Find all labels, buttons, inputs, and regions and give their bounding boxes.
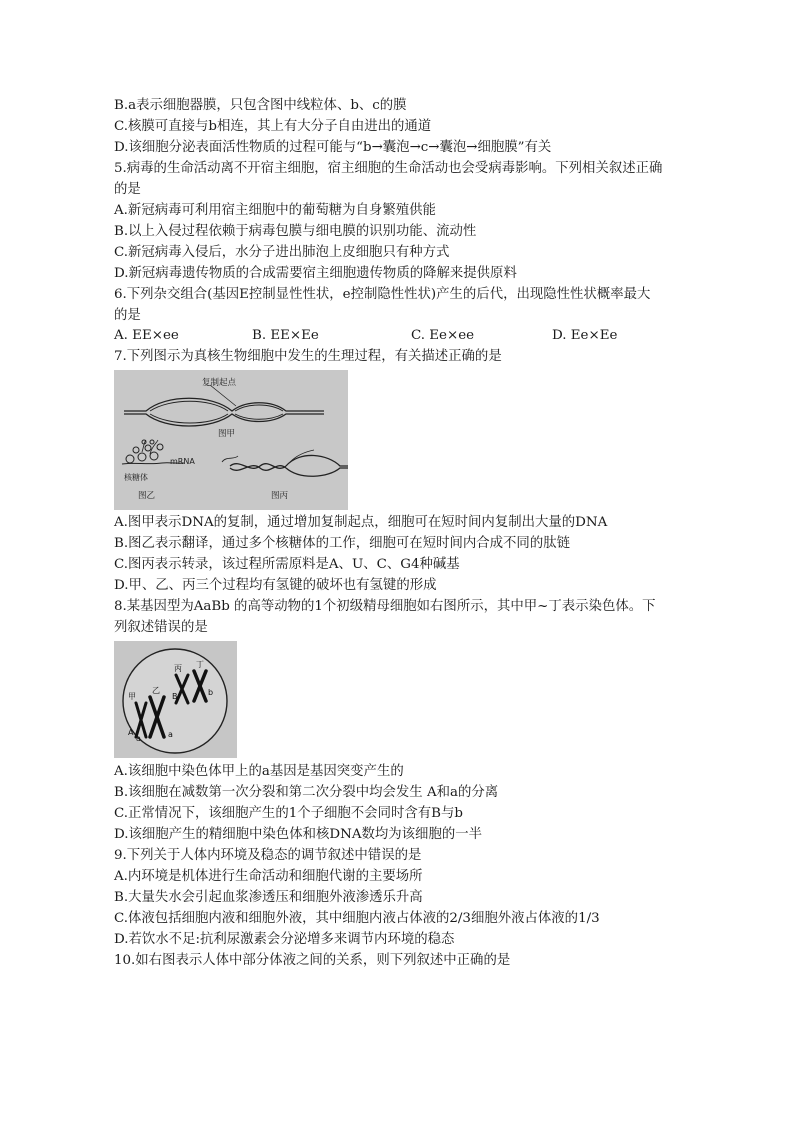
gene-b-lower: b [208, 688, 214, 697]
gene-a-lower-2: a [168, 730, 173, 739]
q4-option-b: B.a表示细胞器膜，只包含图中线粒体、b、c的膜 [114, 98, 407, 113]
label-origin: 复制起点 [202, 378, 237, 388]
q10-stem: 10.如右图表示人体中部分体液之间的关系，则下列叙述中正确的是 [114, 953, 511, 968]
q4-option-c: C.核膜可直接与b相连，其上有大分子自由进出的通道 [114, 119, 432, 134]
figure-8 [114, 641, 237, 758]
q6-option-b: B. EE×Ee [252, 328, 319, 343]
label-fig-bing: 图丙 [271, 491, 289, 501]
label-ribosome: 核糖体 [124, 473, 148, 482]
q9-option-b: B.大量失水会引起血浆渗透压和细胞外液渗透乐升高 [114, 890, 423, 905]
q8-option-c: C.正常情况下，该细胞产生的1个子细胞不会同时含有B与b [114, 806, 463, 821]
gene-b-upper: B [172, 692, 178, 701]
gene-a-lower-1: a [136, 734, 141, 743]
label-chrom-bing: 丙 [174, 664, 182, 673]
q7-option-c: C.图丙表示转录，该过程所需原料是A、U、C、G4种碱基 [114, 557, 460, 572]
q5-stem-cont: 的是 [114, 182, 141, 197]
q7-option-a: A.图甲表示DNA的复制，通过增加复制起点，细胞可在短时间内复制出大量的DNA [114, 515, 608, 530]
q9-option-a: A.内环境是机体进行生命活动和细胞代谢的主要场所 [114, 869, 423, 884]
label-chrom-jia: 甲 [128, 692, 136, 701]
q8-stem-cont: 列叙述错误的是 [114, 620, 208, 635]
q9-stem: 9.下列关于人体内环境及稳态的调节叙述中错误的是 [114, 848, 422, 863]
label-fig-yi: 图乙 [138, 491, 156, 501]
q5-option-d: D.新冠病毒遗传物质的合成需要宿主细胞遗传物质的降解来提供原料 [114, 266, 517, 281]
q5-stem: 5.病毒的生命活动离不开宿主细胞，宿主细胞的生命活动也会受病毒影响。下列相关叙述正确 [114, 161, 663, 176]
label-fig-jia: 图甲 [218, 429, 236, 439]
q9-option-c: C.体液包括细胞内液和细胞外液，其中细胞内液占体液的2/3细胞外液占体液的1/3 [114, 911, 600, 926]
figure-7-drawing [114, 370, 348, 510]
q7-option-b: B.图乙表示翻译，通过多个核糖体的工作，细胞可在短时间内合成不同的肽链 [114, 536, 570, 551]
gene-a-upper: A [128, 728, 134, 737]
q8-stem: 8.某基因型为AaBb 的高等动物的1个初级精母细胞如右图所示，其中甲~丁表示染色体。下 [114, 599, 656, 614]
q8-option-b: B.该细胞在减数第一次分裂和第二次分裂中均会发生 A和a的分离 [114, 785, 499, 800]
figure-8-drawing [114, 641, 237, 758]
q6-option-a: A. EE×ee [114, 328, 179, 343]
q7-stem: 7.下列图示为真核生物细胞中发生的生理过程，有关描述正确的是 [114, 349, 502, 364]
q8-option-a: A.该细胞中染色体甲上的a基因是基因突变产生的 [114, 764, 404, 779]
label-mrna: mRNA [170, 457, 195, 466]
q9-option-d: D.若饮水不足:抗利尿激素会分泌增多来调节内环境的稳态 [114, 932, 455, 947]
q6-option-c: C. Ee×ee [411, 328, 475, 343]
q4-option-d: D.该细胞分泌表面活性物质的过程可能与“b→囊泡→c→囊泡→细胞膜”有关 [114, 140, 552, 155]
q8-option-d: D.该细胞产生的精细胞中染色体和核DNA数均为该细胞的一半 [114, 827, 483, 842]
label-chrom-yi: 乙 [152, 686, 160, 695]
q5-option-b: B.以上入侵过程依赖于病毒包膜与细电膜的识别功能、流动性 [114, 224, 477, 239]
q5-option-a: A.新冠病毒可利用宿主细胞中的葡萄糖为自身繁殖供能 [114, 203, 436, 218]
q6-stem-cont: 的是 [114, 308, 141, 323]
q5-option-c: C.新冠病毒入侵后，水分子进出肺泡上皮细胞只有种方式 [114, 245, 450, 260]
q6-option-d: D. Ee×Ee [552, 328, 618, 343]
figure-7 [114, 370, 348, 510]
q6-stem: 6.下列杂交组合(基因E控制显性性状，e控制隐性性状)产生的后代，出现隐性性状概率最大 [114, 287, 651, 302]
label-chrom-ding: 丁 [196, 660, 204, 669]
q7-option-d: D.甲、乙、丙三个过程均有氢键的破坏也有氢键的形成 [114, 578, 437, 593]
